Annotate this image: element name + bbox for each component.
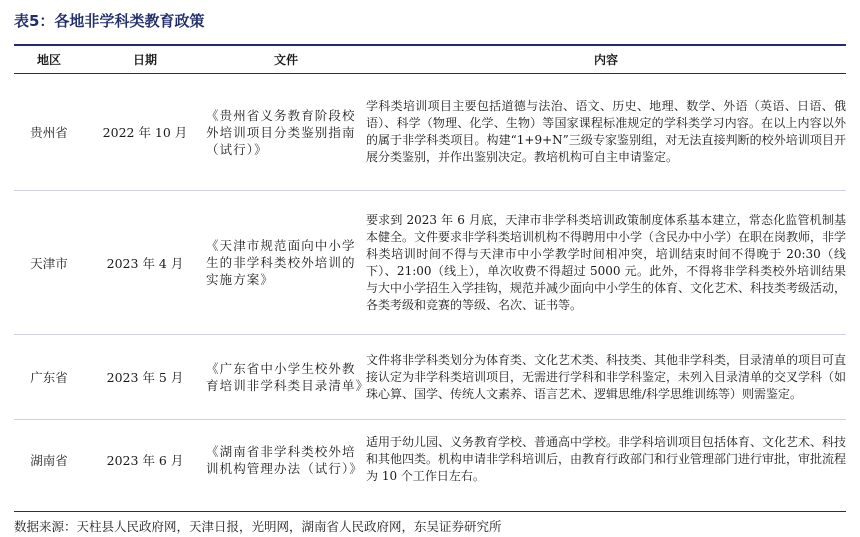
region-cell: 贵州省: [14, 74, 84, 191]
document-cell: 《天津市规范面向中小学生的非学科类校外培训的实施方案》: [206, 191, 366, 335]
content-cell: 适用于幼儿园、义务教育学校、普通高中学校。非学科培训项目包括体育、文化艺术、科技和其他四类。机构申请非学科培训后，由教育行政部门和行业管理部门进行审批，审批流程为 10 个工作日左右。: [366, 435, 847, 484]
region-cell: 湖南省: [30, 452, 68, 468]
table-row: [14, 74, 846, 191]
header-doc: 文件: [206, 46, 366, 74]
date-cell: 2023 年 4 月: [84, 191, 206, 335]
header-content: 内容: [366, 46, 846, 74]
header-row: [14, 46, 846, 74]
region-cell: 广东省: [14, 335, 84, 420]
table-title: 表5：各地非学科类教育政策: [14, 12, 205, 30]
table-row: [14, 420, 846, 500]
content-cell: 学科类培训项目主要包括道德与法治、语文、历史、地理、数学、外语（英语、日语、俄语）、科学（物理、化学、生物）等国家课程标准规定的学科类学习内容。在以上内容以外的属于非学科类项目。构建“1+9+N”三级专家鉴别组，对无法直接判断的校外培训项目开展分类鉴别，并作出鉴别决定。教培机构可自主申请鉴定。: [366, 74, 846, 191]
data-source-note: 数据来源：天柱县人民政府网，天津日报，光明网，湖南省人民政府网，东吴证券研究所: [14, 511, 846, 535]
document-cell: 《贵州省义务教育阶段校外培训项目分类鉴别指南（试行）》: [206, 74, 366, 191]
header-date: 日期: [84, 46, 206, 74]
date-cell: 2022 年 10 月: [84, 74, 206, 191]
date-cell: 2023 年 5 月: [84, 335, 206, 420]
header-region: 地区: [14, 46, 84, 74]
policy-table: [14, 46, 846, 500]
table-row: [14, 191, 846, 335]
content-cell: 文件将非学科类划分为体育类、文化艺术类、科技类、其他非学科类，目录清单的项目可直接认定为非学科类培训项目，无需进行学科和非学科鉴定，未列入目录清单的交叉学科（如珠心算、国学、传统人文素养、语言艺术、逻辑思维/科学思维训练等）则需鉴定。: [366, 335, 846, 420]
document-cell: 《广东省中小学生校外教育培训非学科类目录清单》: [206, 335, 366, 420]
table-row: [14, 335, 846, 420]
document-cell: 《湖南省非学科类校外培训机构管理办法（试行）》: [206, 443, 363, 476]
region-cell: 天津市: [14, 191, 84, 335]
date-cell: 2023 年 6 月: [106, 452, 184, 468]
content-cell: 要求到 2023 年 6 月底，天津市非学科类培训政策制度体系基本建立，常态化监管机制基本健全。文件要求非学科类培训机构不得聘用中小学（含民办中小学）在职在岗教师，非学科类培训时间不得与天津市中小学教学时间相冲突，培训结束时间不得晚于 20:30（线下）、21:00（线上），单次收费不得超过 5000 元。此外，不得将非学科类校外培训结果与大中小学招生入学挂钩，规范并减少面向中小学生的体育、文化艺术、科技类考级活动，各类考级和竞赛的等级、名次、证书等。: [366, 191, 846, 335]
